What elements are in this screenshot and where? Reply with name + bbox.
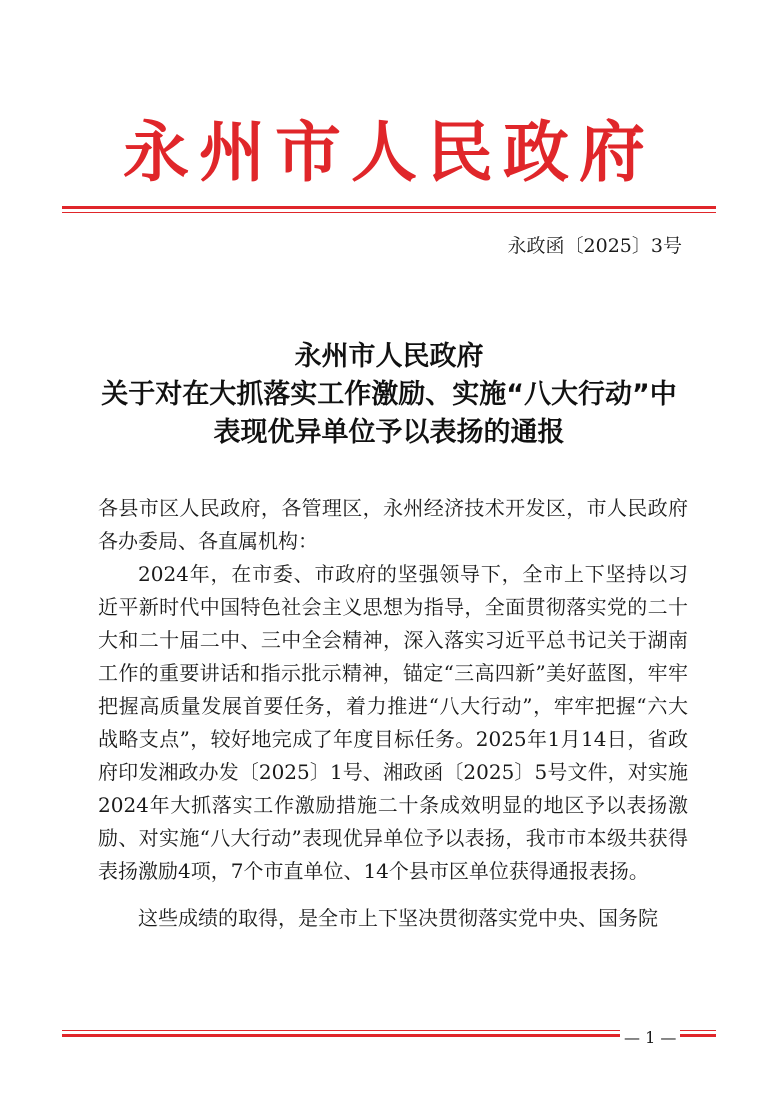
issuer-masthead: 永州市人民政府	[123, 113, 655, 191]
document-number: 永政函〔2025〕3号	[507, 235, 682, 257]
footer-red-rule-thin	[62, 1030, 716, 1031]
salutation: 各县市区人民政府，各管理区，永州经济技术开发区，市人民政府各办委局、各直属机构：	[98, 496, 688, 553]
header-red-rule-thin	[62, 212, 716, 213]
title-line-1: 永州市人民政府	[294, 341, 484, 372]
document-title	[0, 338, 778, 452]
footer-red-rule-thick	[62, 1034, 716, 1037]
body-paragraph-1: 2024年，在市委、市政府的坚强领导下，全市上下坚持以习近平新时代中国特色社会主义思想为指导，全面贯彻落实党的二十大和二十届二中、三中全会精神，深入落实习近平总书记关于湖南工作的重要讲话和指示批示精神，锚定“三高四新”美好蓝图，牢牢把握高质量发展首要任务，着力推进“八大行动”，牢牢把握“六大战略支点”，较好地完成了年度目标任务。2025年1月14日，省政府印发湘政办发〔2025〕1号、湘政函〔2025〕5号文件，对实施2024年大抓落实工作激励措施二十条成效明显的地区予以表扬激励、对实施“八大行动”表现优异单位予以表扬，我市市本级共获得表扬激励4项，7个市直单位、14个县市区单位获得通报表扬。	[98, 562, 688, 883]
title-line-3: 表现优异单位予以表扬的通报	[213, 417, 565, 448]
title-line-2: 关于对在大抓落实工作激励、实施“八大行动”中	[101, 379, 677, 410]
body-paragraph-2: 这些成绩的取得，是全市上下坚决贯彻落实党中央、国务院	[138, 906, 658, 930]
document-body	[98, 492, 688, 935]
header-red-rule-thick	[62, 206, 716, 209]
page-number: — 1 —	[620, 1028, 680, 1048]
